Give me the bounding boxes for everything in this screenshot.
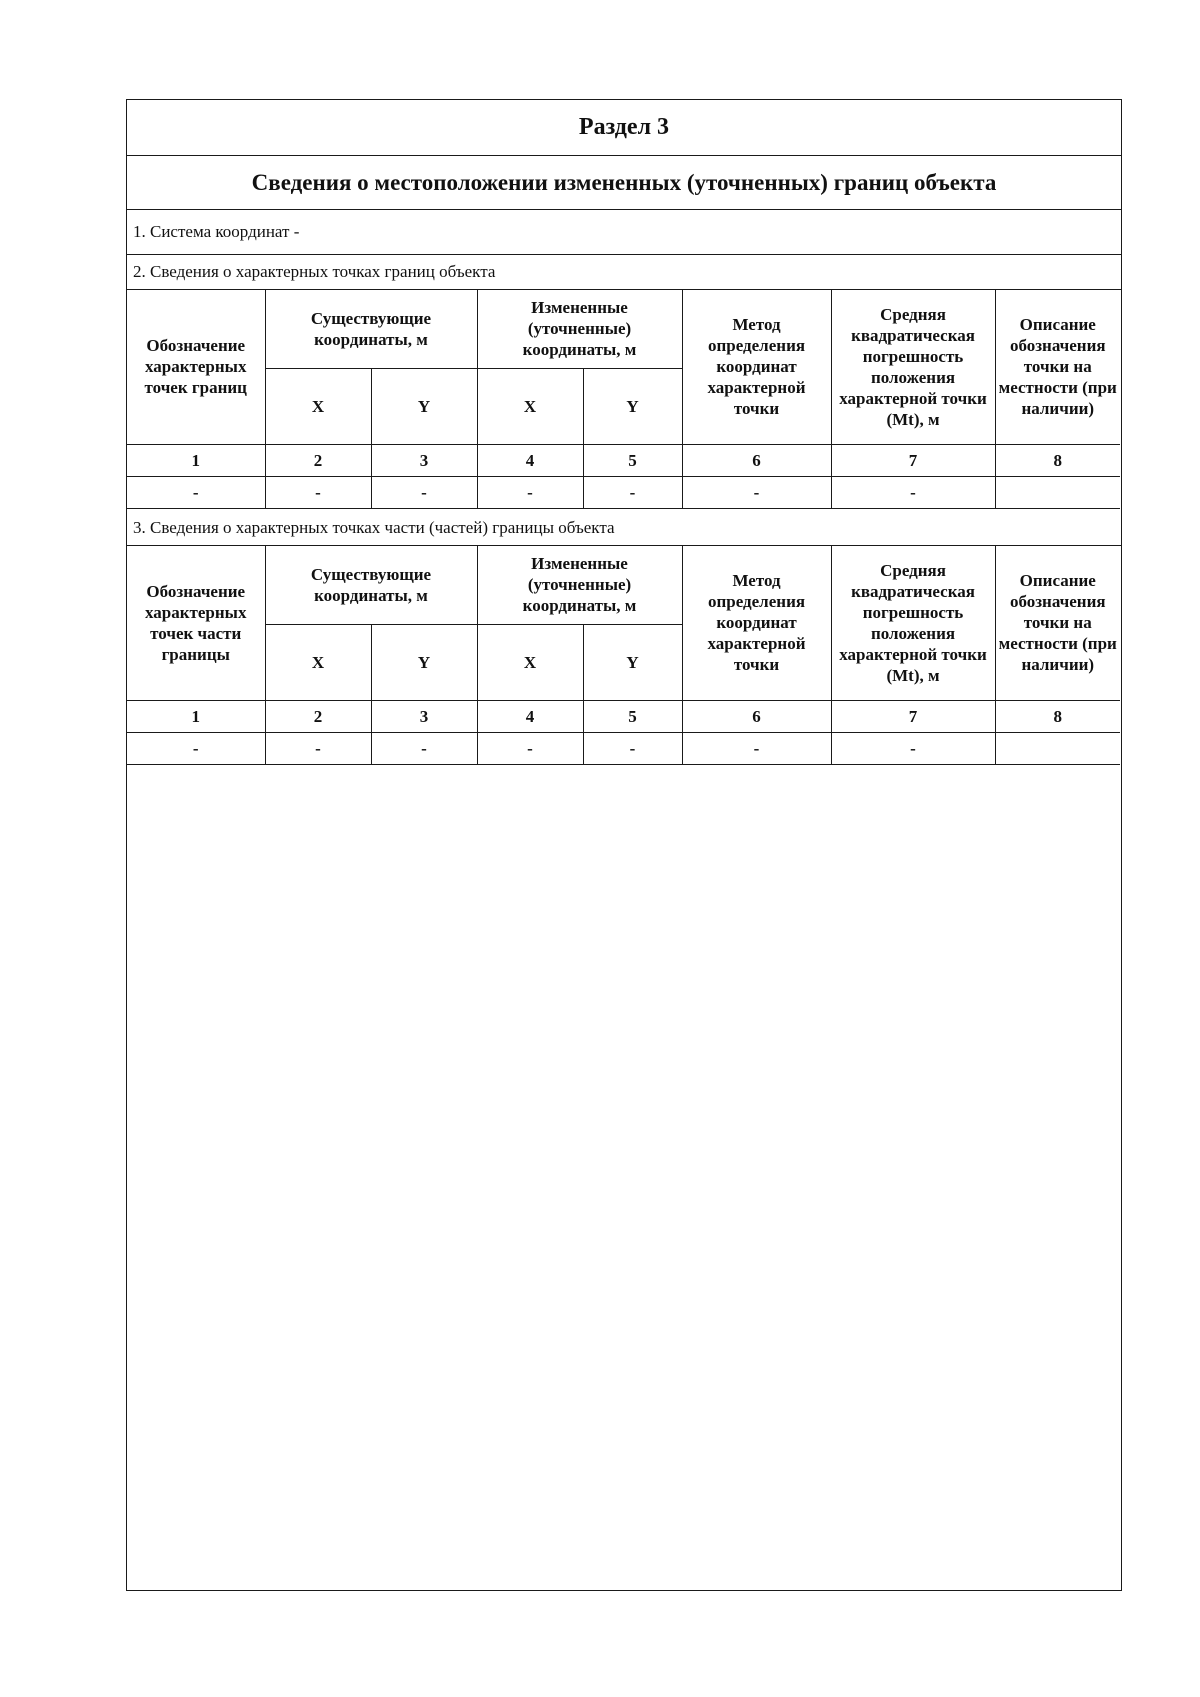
col-number: 2 [265, 700, 371, 732]
col-number: 6 [682, 444, 831, 476]
table-cell: - [127, 732, 265, 764]
col-existing-header: Существующие координаты, м [265, 546, 477, 624]
col-number: 6 [682, 700, 831, 732]
col-number: 5 [583, 444, 682, 476]
table-cell: - [583, 732, 682, 764]
table-cell: - [477, 732, 583, 764]
table-cell: - [682, 476, 831, 508]
col-method-header: Метод определения координат характерной точки [682, 546, 831, 700]
table-cell: - [265, 732, 371, 764]
changed-x-header: X [477, 624, 583, 700]
col-number: 1 [127, 700, 265, 732]
col-error-header: Средняя квадратическая погрешность положения характерной точки (Mt), м [831, 290, 995, 444]
changed-x-header: X [477, 368, 583, 444]
col-points-header: Обозначение характерных точек границ [127, 290, 265, 444]
col-number: 3 [371, 700, 477, 732]
col-number: 4 [477, 444, 583, 476]
col-number: 4 [477, 700, 583, 732]
table-cell: - [477, 476, 583, 508]
col-number: 5 [583, 700, 682, 732]
existing-x-header: X [265, 368, 371, 444]
col-number: 2 [265, 444, 371, 476]
col-existing-header: Существующие координаты, м [265, 290, 477, 368]
table-cell: - [371, 476, 477, 508]
col-number: 8 [995, 444, 1120, 476]
col-changed-header: Измененные (уточненные) координаты, м [477, 546, 682, 624]
table-cell: - [265, 476, 371, 508]
table-cell: - [583, 476, 682, 508]
section2-title: 2. Сведения о характерных точках границ объекта [127, 255, 1121, 290]
table-cell: - [371, 732, 477, 764]
table-cell [995, 476, 1120, 508]
table-cell: - [682, 732, 831, 764]
existing-x-header: X [265, 624, 371, 700]
existing-y-header: Y [371, 368, 477, 444]
col-error-header: Средняя квадратическая погрешность положения характерной точки (Mt), м [831, 546, 995, 700]
col-number: 7 [831, 700, 995, 732]
table-cell: - [831, 732, 995, 764]
table-cell [995, 732, 1120, 764]
col-number: 1 [127, 444, 265, 476]
col-description-header: Описание обозначения точки на местности (при наличии) [995, 546, 1120, 700]
changed-y-header: Y [583, 368, 682, 444]
table-row [127, 476, 1120, 508]
boundary-part-points-table [127, 546, 1120, 765]
coordinate-system-line: 1. Система координат - [127, 210, 1121, 255]
section-title: Раздел 3 [127, 100, 1121, 156]
table-cell: - [831, 476, 995, 508]
col-method-header: Метод определения координат характерной точки [682, 290, 831, 444]
document-frame [126, 99, 1122, 1591]
boundary-points-table [127, 290, 1120, 509]
changed-y-header: Y [583, 624, 682, 700]
col-changed-header: Измененные (уточненные) координаты, м [477, 290, 682, 368]
section3-title: 3. Сведения о характерных точках части (частей) границы объекта [127, 511, 1121, 546]
table-cell: - [127, 476, 265, 508]
col-number: 3 [371, 444, 477, 476]
col-number: 7 [831, 444, 995, 476]
table-row [127, 732, 1120, 764]
col-description-header: Описание обозначения точки на местности (при наличии) [995, 290, 1120, 444]
col-points-header: Обозначение характерных точек части границы [127, 546, 265, 700]
existing-y-header: Y [371, 624, 477, 700]
col-number: 8 [995, 700, 1120, 732]
section-subtitle: Сведения о местоположении измененных (уточненных) границ объекта [127, 156, 1121, 210]
